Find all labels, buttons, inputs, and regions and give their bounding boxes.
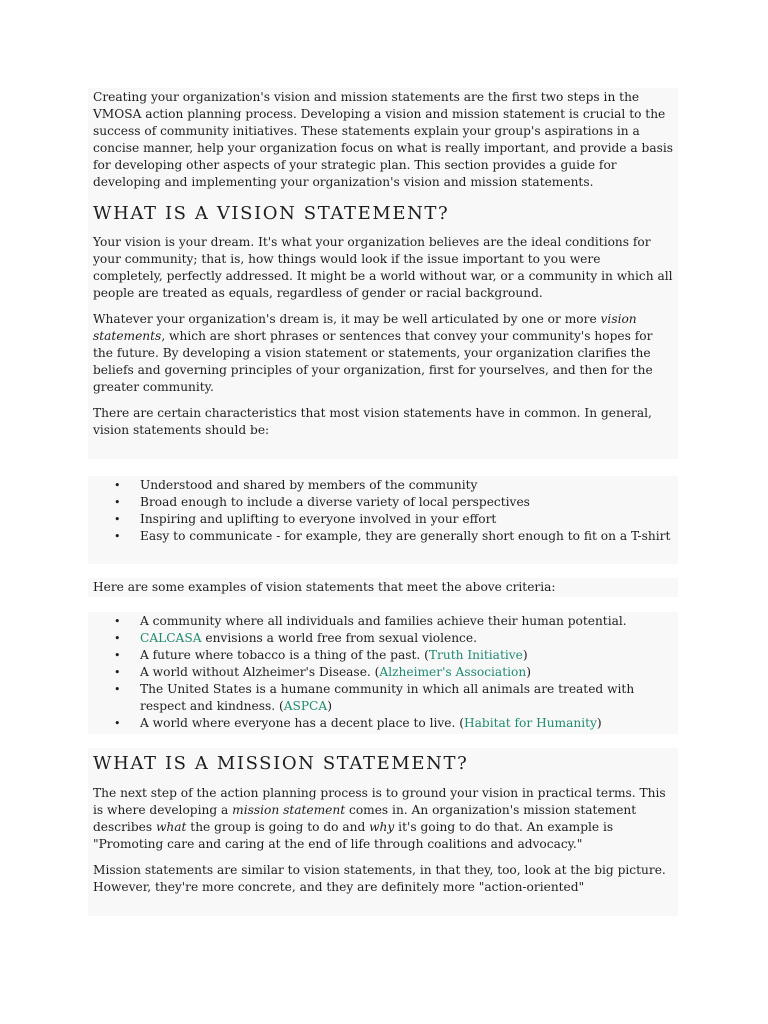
vision-paragraph-3: There are certain characteristics that most vision statements have in common. In general, vision statements should be: — [93, 406, 652, 437]
list-item: • Broad enough to include a diverse variety of local perspectives — [93, 494, 673, 511]
mission-p1-text-b: comes in. An organization's mission statement describes — [93, 803, 637, 834]
list-item — [93, 664, 673, 681]
list-item — [93, 647, 673, 664]
close-paren: ) — [596, 716, 602, 730]
characteristics-block — [88, 476, 678, 564]
examples-block — [88, 612, 678, 734]
list-item: • Inspiring and uplifting to everyone involved in your effort — [93, 511, 673, 528]
example-text: A future where tobacco is a thing of the past. ( — [140, 648, 429, 662]
list-item: • A community where all individuals and families achieve their human potential. — [93, 613, 673, 630]
aspca-link[interactable]: ASPCA — [283, 699, 328, 713]
mission-p1-emphasis-1: mission statement — [232, 803, 346, 817]
vision-p2-text-a: Whatever your organization's dream is, it may be well articulated by one or more — [93, 312, 601, 326]
list-item — [93, 630, 673, 647]
vision-p2-text-b: , which are short phrases or sentences that convey your community's hopes for the future. By developing a vision statement or statements, your organization clarifies the beliefs and governing principles of your organization, first for yourselves, and then for the greater community. — [93, 329, 653, 394]
list-item: • Easy to communicate - for example, they are generally short enough to fit on a T-shirt — [93, 528, 673, 545]
vision-paragraph-1: Your vision is your dream. It's what your organization believes are the ideal conditions for your community; that is, how things would look if the issue important to you were completely, perfectly addressed. It might be a world without war, or a community in which all people are treated as equals, regardless of gender or racial background. — [93, 235, 673, 300]
mission-p1-text-a: The next step of the action planning process is to ground your vision in practical terms. This is where developing a — [93, 786, 666, 817]
list-item — [93, 715, 673, 732]
close-paren: ) — [522, 648, 528, 662]
example-text: A world where everyone has a decent place to live. ( — [140, 716, 464, 730]
examples-list — [93, 613, 673, 732]
vision-p2-emphasis: vision statements — [93, 312, 637, 343]
examples-intro-block — [88, 578, 678, 597]
habitat-for-humanity-link[interactable]: Habitat for Humanity — [464, 716, 597, 730]
mission-p1-text-d: it's going to do that. An example is "Promoting care and caring at the end of life through coalitions and advocacy." — [93, 820, 614, 851]
mission-p1-emphasis-3: why — [369, 820, 395, 834]
example-text: envisions a world free from sexual violence. — [201, 631, 477, 645]
mission-p1-emphasis-2: what — [155, 820, 187, 834]
example-text: The United States is a humane community in which all animals are treated with respect and kindness. ( — [140, 682, 635, 713]
list-item: • Understood and shared by members of the community — [93, 477, 673, 494]
mission-p1-text-c: the group is going to do and — [186, 820, 370, 834]
characteristics-list — [93, 477, 673, 545]
example-text: A world without Alzheimer's Disease. ( — [140, 665, 380, 679]
mission-paragraph-1 — [93, 785, 673, 853]
list-item — [93, 681, 673, 715]
mission-paragraph-2: Mission statements are similar to vision statements, in that they, too, look at the big picture. However, they're more concrete, and they are definitely more "action-oriented" — [93, 863, 666, 894]
close-paren: ) — [526, 665, 531, 679]
examples-intro: Here are some examples of vision statements that meet the above criteria: — [93, 580, 556, 594]
intro-vision-section — [88, 88, 678, 459]
mission-heading: WHAT IS A MISSION STATEMENT? — [93, 753, 469, 774]
vision-heading: WHAT IS A VISION STATEMENT? — [93, 203, 450, 224]
mission-section — [88, 748, 678, 916]
truth-initiative-link[interactable]: Truth Initiative — [428, 648, 523, 662]
close-paren: ) — [327, 699, 332, 713]
intro-paragraph: Creating your organization's vision and mission statements are the first two steps in the VMOSA action planning process. Developing a vision and mission statement is crucial to the success of community initiatives. These statements explain your group's aspirations in a concise manner, help your organization focus on what is really important, and provide a basis for developing other aspects of your strategic plan. This section provides a guide for developing and implementing your organization's vision and mission statements. — [93, 90, 674, 189]
calcasa-link[interactable]: CALCASA — [140, 631, 202, 645]
vision-paragraph-2 — [93, 311, 673, 396]
alzheimers-association-link[interactable]: Alzheimer's Association — [379, 665, 527, 679]
